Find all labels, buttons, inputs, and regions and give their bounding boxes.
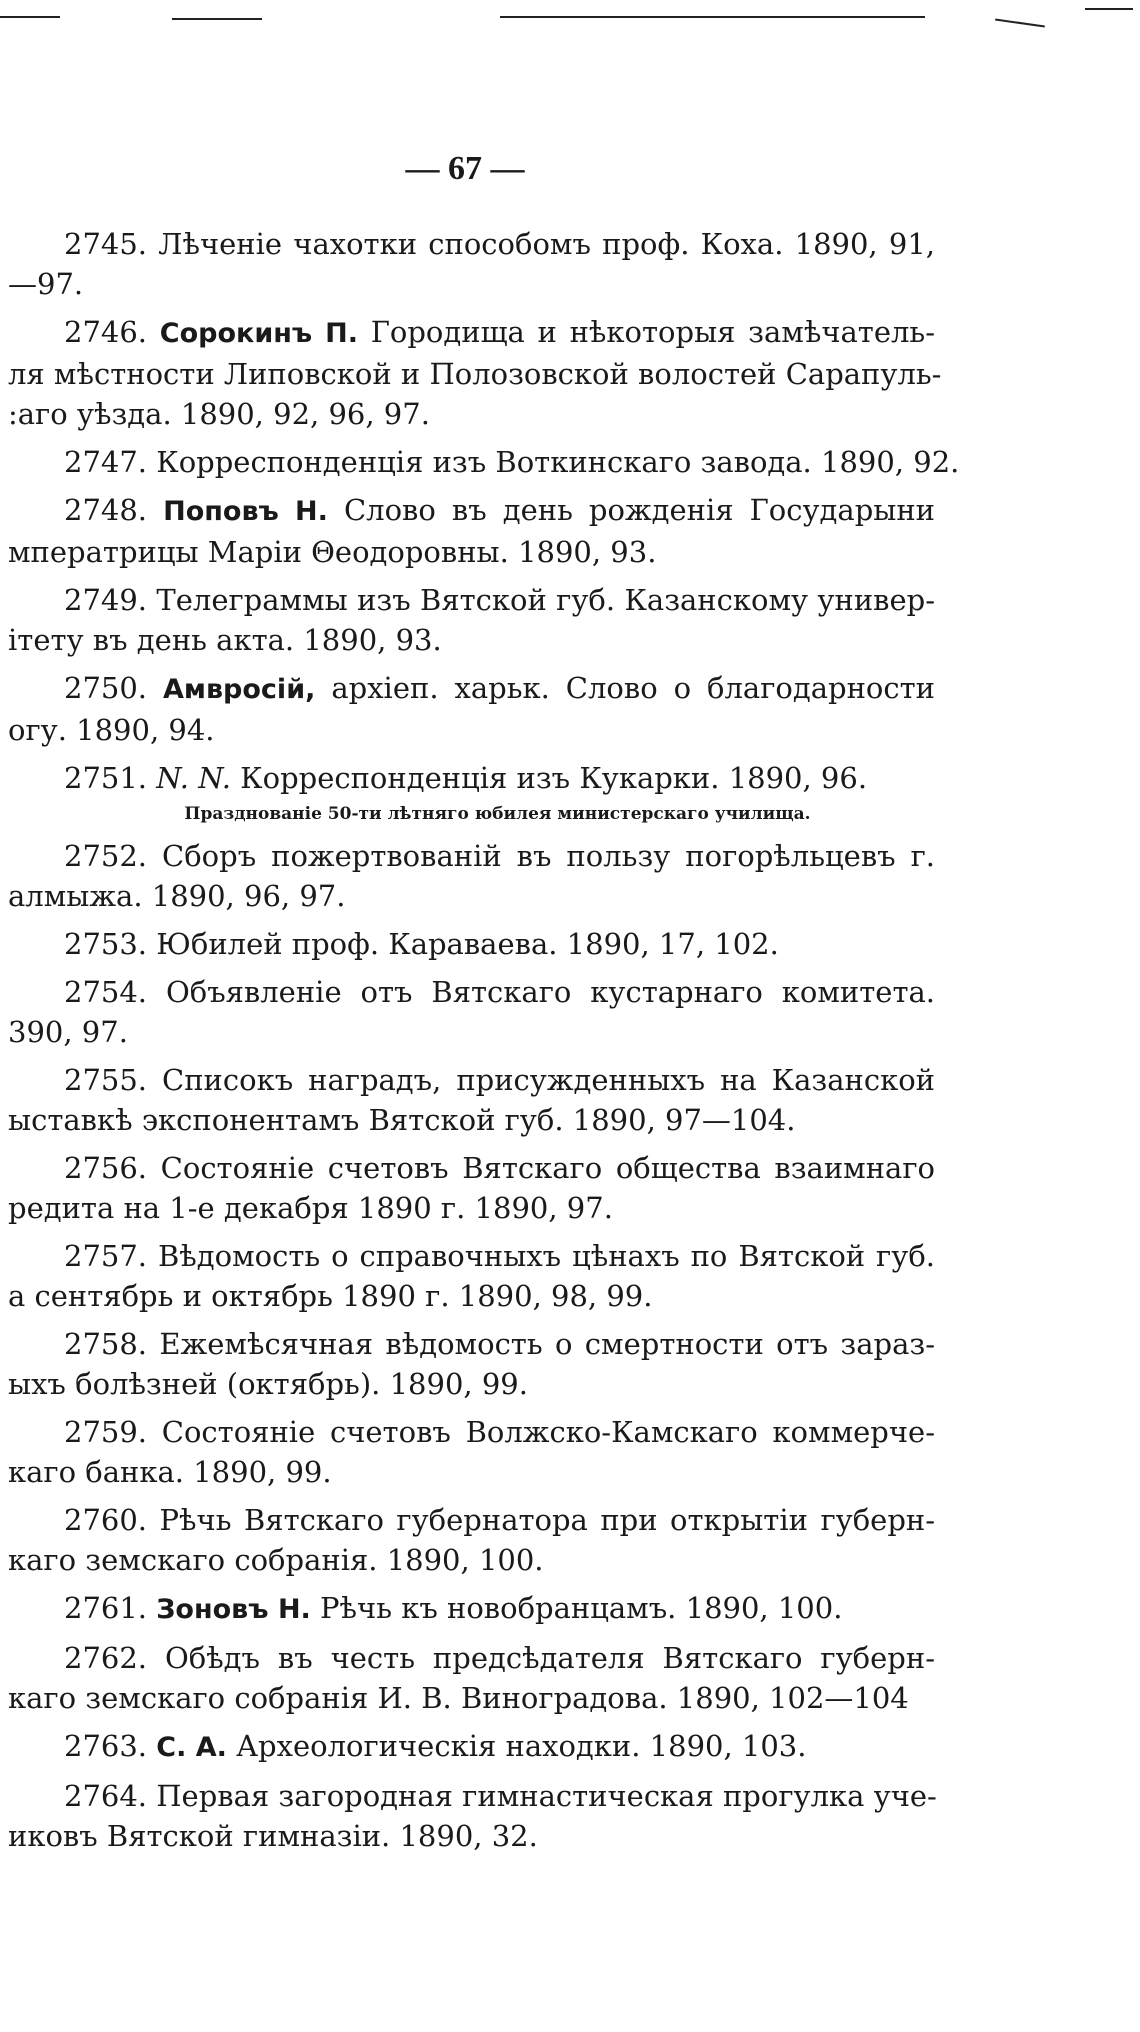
- entry-first-line: [0, 1726, 935, 1768]
- entry-number: 2749.: [64, 583, 148, 617]
- entry-continuation-line: [0, 532, 935, 572]
- bibliography-entry: [0, 1588, 935, 1630]
- entry-first-line: [0, 312, 935, 354]
- entry-text: Обѣдъ въ честь предсѣдателя Вятскаго губерн-: [164, 1641, 935, 1675]
- entry-first-line: [0, 490, 935, 532]
- entry-text: Сборъ пожертвованій въ пользу погорѣльцевъ г.: [162, 839, 935, 873]
- entry-text: Рѣчь Вятскаго губернатора при открытіи губерн-: [159, 1503, 936, 1537]
- entry-number: 2755.: [64, 1063, 148, 1097]
- entry-text: Корреспонденція изъ Воткинскаго завода. 1890, 92.: [156, 445, 960, 479]
- page-number: — 67 —: [405, 150, 525, 187]
- entry-continuation-line: [0, 264, 935, 304]
- entry-text: ыставкѣ экспонентамъ Вятской губ. 1890, 97—104.: [8, 1103, 796, 1137]
- entry-number: 2764.: [64, 1779, 148, 1813]
- entry-number: 2754.: [64, 975, 148, 1009]
- entry-number: 2762.: [64, 1641, 148, 1675]
- entry-text: —97.: [8, 267, 84, 301]
- entry-first-line: [0, 972, 935, 1012]
- entry-text: редита на 1-е декабря 1890 г. 1890, 97.: [8, 1191, 613, 1225]
- entry-text: Вѣдомость о справочныхъ цѣнахъ по Вятской губ.: [157, 1239, 935, 1273]
- bibliography-entry: [0, 1236, 935, 1316]
- entry-text: алмыжа. 1890, 96, 97.: [8, 879, 346, 913]
- bibliography-entry: [0, 924, 935, 964]
- top-border-rule: [172, 18, 262, 20]
- bibliography-entry: [0, 312, 942, 434]
- entry-continuation-line: [0, 1540, 935, 1580]
- entry-number: 2760.: [64, 1503, 148, 1537]
- entry-first-line: [0, 1588, 935, 1630]
- entry-text: 390, 97.: [8, 1015, 128, 1049]
- entry-text: Первая загородная гимнастическая прогулка уче-: [156, 1779, 937, 1813]
- entry-text: иковъ Вятской гимназіи. 1890, 32.: [8, 1819, 538, 1853]
- bibliography-entry: [0, 668, 935, 750]
- entry-text: :аго уѣзда. 1890, 92, 96, 97.: [8, 397, 430, 431]
- entry-continuation-line: [0, 876, 935, 916]
- entry-text: огу. 1890, 94.: [8, 713, 215, 747]
- bibliography-entry: [0, 490, 935, 572]
- bibliography-entry: [0, 442, 960, 482]
- entry-first-line: [0, 758, 935, 798]
- top-border-rule: [1085, 8, 1133, 10]
- entry-first-line: [0, 1776, 935, 1816]
- entry-text: Юбилей проф. Караваева. 1890, 17, 102.: [156, 927, 779, 961]
- entry-author: Амвросій,: [163, 674, 316, 705]
- entry-continuation-line: [0, 1188, 935, 1228]
- top-border-rule: [0, 16, 60, 18]
- entry-text: Объявленіе отъ Вятскаго кустарнаго комитета.: [165, 975, 935, 1009]
- entry-continuation-line: [0, 1452, 935, 1492]
- entry-text: ітету въ день акта. 1890, 93.: [8, 623, 442, 657]
- entry-number: 2758.: [64, 1327, 148, 1361]
- entry-author: Сорокинъ П.: [159, 318, 358, 349]
- bibliography-entry: [0, 1500, 935, 1580]
- entry-continuation-line: [0, 1816, 935, 1856]
- entry-text: мператрицы Маріи Θеодоровны. 1890, 93.: [8, 535, 657, 569]
- entry-text: Рѣчь къ новобранцамъ. 1890, 100.: [320, 1591, 843, 1625]
- entry-first-line: [0, 1638, 935, 1678]
- entry-author-initials: N. N.: [156, 761, 231, 795]
- entry-number: 2751.: [64, 761, 148, 795]
- entry-first-line: [0, 1500, 935, 1540]
- bibliography-entry: [0, 1776, 935, 1856]
- bibliography-entry: [0, 836, 935, 916]
- entry-number: 2750.: [64, 671, 148, 705]
- entry-continuation-line: [0, 1678, 935, 1718]
- entry-continuation-line: [0, 354, 942, 394]
- entry-first-line: [0, 442, 960, 482]
- entry-number: 2757.: [64, 1239, 148, 1273]
- entry-author: Зоновъ Н.: [156, 1594, 311, 1625]
- bibliography-entry: [0, 1324, 935, 1404]
- entry-continuation-line: [0, 1100, 935, 1140]
- entry-text: Ежемѣсячная вѣдомость о смертности отъ зараз-: [159, 1327, 936, 1361]
- entry-continuation-line: [0, 394, 935, 434]
- entry-continuation-line: [0, 1012, 935, 1052]
- entry-text: архіеп. харьк. Слово о благодарности: [331, 671, 935, 705]
- entry-continuation-line: [0, 710, 935, 750]
- entry-text: Слово въ день рожденія Государыни: [343, 493, 936, 527]
- entry-text: Состояніе счетовъ Волжско-Камскаго коммерче-: [161, 1415, 935, 1449]
- bibliography-entry: [0, 1726, 935, 1768]
- entry-list: [0, 224, 960, 1864]
- bibliography-entry: [0, 1638, 935, 1718]
- entry-text: а сентябрь и октябрь 1890 г. 1890, 98, 99.: [8, 1279, 653, 1313]
- entry-first-line: [0, 1148, 935, 1188]
- bibliography-entry: [0, 1148, 935, 1228]
- top-border-rule: [995, 19, 1045, 28]
- entry-text: Списокъ наградъ, присужденныхъ на Казанской: [162, 1063, 935, 1097]
- entry-text: Корреспонденція изъ Кукарки. 1890, 96.: [240, 761, 868, 795]
- entry-first-line: [0, 1060, 935, 1100]
- entry-number: 2748.: [64, 493, 148, 527]
- bibliography-entry: [0, 224, 935, 304]
- entry-number: 2759.: [64, 1415, 148, 1449]
- entry-number: 2756.: [64, 1151, 148, 1185]
- entry-text: Археологическія находки. 1890, 103.: [236, 1729, 807, 1763]
- entry-first-line: [0, 1236, 935, 1276]
- bibliography-entry: [0, 1412, 935, 1492]
- entry-text: Телеграммы изъ Вятской губ. Казанскому универ-: [156, 583, 935, 617]
- entry-number: 2746.: [64, 315, 148, 349]
- bibliography-entry: [0, 972, 935, 1052]
- entry-text: каго банка. 1890, 99.: [8, 1455, 332, 1489]
- entry-text: Городища и нѣкоторыя замѣчатель-: [370, 315, 936, 349]
- entry-first-line: [0, 924, 935, 964]
- entry-text: ля мѣстности Липовской и Полозовской волостей Сарапуль-: [8, 357, 942, 391]
- entry-author: С. А.: [156, 1732, 227, 1763]
- entry-number: 2747.: [64, 445, 148, 479]
- entry-text: Состояніе счетовъ Вятскаго общества взаимнаго: [160, 1151, 935, 1185]
- entry-number: 2763.: [64, 1729, 148, 1763]
- entry-first-line: [0, 1324, 935, 1364]
- entry-first-line: [0, 836, 935, 876]
- entry-first-line: [0, 1412, 935, 1452]
- top-border-rule: [500, 16, 925, 18]
- bibliography-entry: [0, 580, 935, 660]
- bibliography-entry: [0, 758, 935, 828]
- entry-text: Лѣченіе чахотки способомъ проф. Коха. 1890, 91,: [158, 227, 935, 261]
- entry-first-line: [0, 668, 935, 710]
- entry-continuation-line: [0, 620, 935, 660]
- entry-author: Поповъ Н.: [163, 496, 328, 527]
- entry-continuation-line: [0, 1276, 935, 1316]
- entry-first-line: [0, 580, 935, 620]
- entry-first-line: [0, 224, 935, 264]
- bibliography-entry: [0, 1060, 935, 1140]
- entry-number: 2745.: [64, 227, 148, 261]
- entry-note: Празднованіе 50-ти лѣтняго юбилея министерскаго училища.: [184, 804, 811, 824]
- entry-text: каго земскаго собранія И. В. Виноградова. 1890, 102—104: [8, 1681, 909, 1715]
- entry-number: 2753.: [64, 927, 148, 961]
- entry-continuation-line: [0, 1364, 935, 1404]
- entry-number: 2752.: [64, 839, 148, 873]
- entry-number: 2761.: [64, 1591, 148, 1625]
- entry-text: ыхъ болѣзней (октябрь). 1890, 99.: [8, 1367, 528, 1401]
- entry-text: каго земскаго собранія. 1890, 100.: [8, 1543, 544, 1577]
